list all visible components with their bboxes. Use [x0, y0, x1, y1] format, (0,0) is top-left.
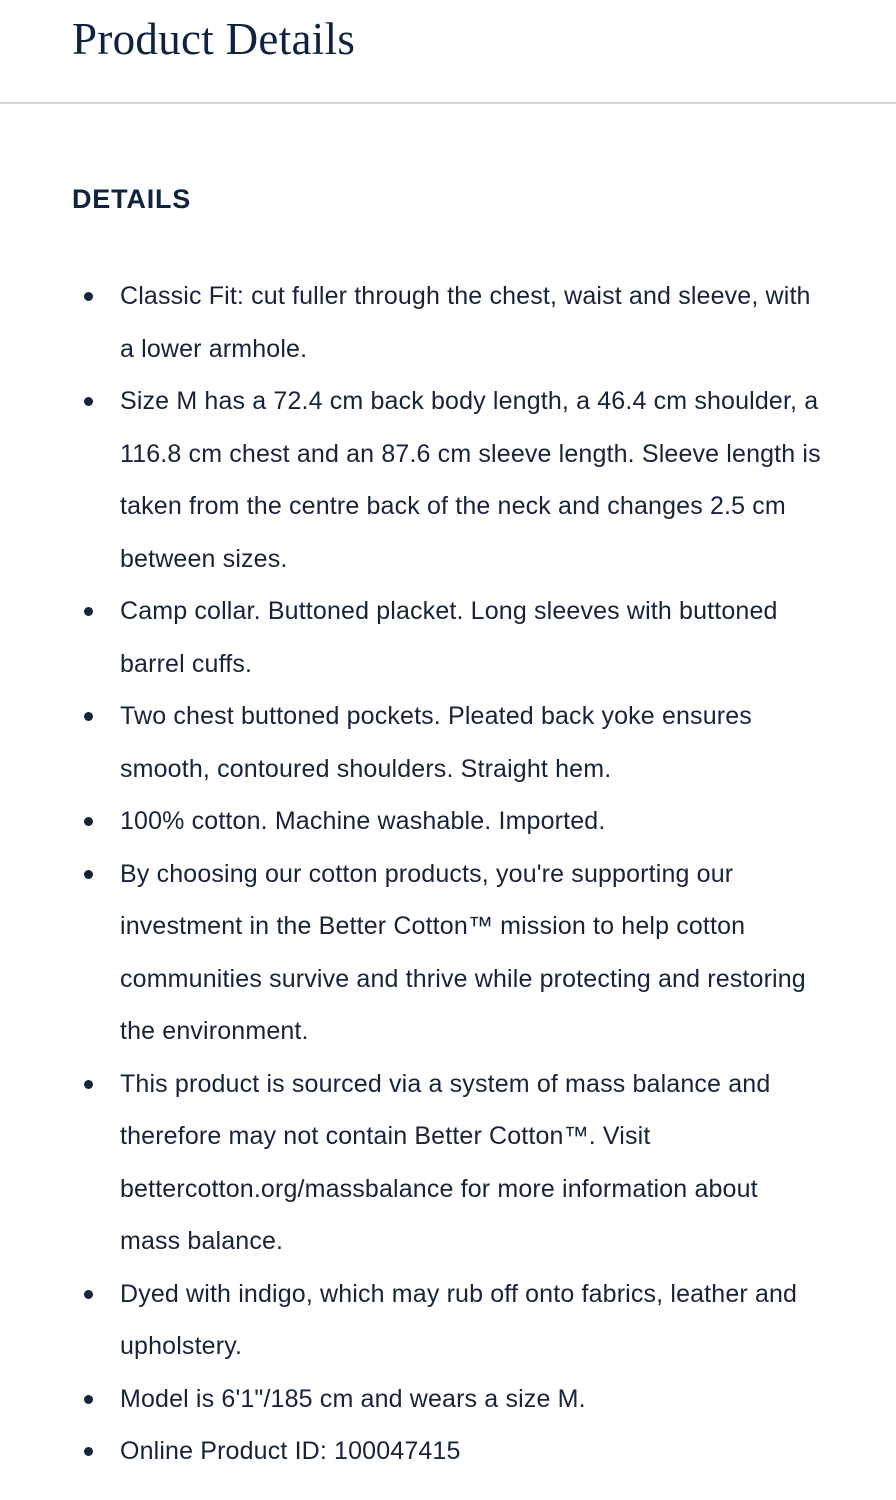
list-item-text: Size M has a 72.4 cm back body length, a 46.4 cm shoulder, a 116.8 cm chest and an 87.6 cm sleeve length. Sleeve length is taken from the centre back of the neck and changes 2.5 cm between sizes. [120, 387, 821, 573]
bullet-icon [84, 397, 93, 406]
list-item [0, 1058, 896, 1268]
list-item-text: By choosing our cotton products, you're supporting our investment in the Better Cotton™ mission to help cotton communities survive and thrive while protecting and restoring the environment. [120, 859, 806, 1045]
list-item [0, 585, 896, 690]
list-item-text: Model is 6'1"/185 cm and wears a size M. [120, 1384, 586, 1413]
details-heading: DETAILS [72, 184, 192, 214]
list-item [0, 690, 896, 795]
list-item-text: Two chest buttoned pockets. Pleated back yoke ensures smooth, contoured shoulders. Straight hem. [120, 702, 752, 783]
list-item-text: Camp collar. Buttoned placket. Long sleeves with buttoned barrel cuffs. [120, 597, 778, 678]
bullet-icon [84, 817, 93, 826]
list-item-text: Online Product ID: 100047415 [120, 1437, 461, 1465]
list-item [0, 1373, 896, 1426]
list-item [0, 375, 896, 585]
list-item-text: Classic Fit: cut fuller through the chest, waist and sleeve, with a lower armhole. [120, 282, 811, 363]
bullet-icon [84, 870, 93, 879]
list-item [0, 1268, 896, 1373]
list-item [0, 795, 896, 848]
page-header [0, 0, 896, 104]
list-item [0, 270, 896, 375]
list-item-text: This product is sourced via a system of mass balance and therefore may not contain Better Cotton™. Visit bettercotton.org/massbalance for more information about mass balance. [120, 1069, 771, 1255]
list-item [0, 848, 896, 1058]
bullet-icon [84, 1447, 93, 1456]
list-item [0, 1425, 896, 1478]
bullet-icon [84, 1080, 93, 1089]
bullet-icon [84, 292, 93, 301]
list-item-text: 100% cotton. Machine washable. Imported. [120, 807, 606, 835]
list-item-text: Dyed with indigo, which may rub off onto fabrics, leather and upholstery. [120, 1279, 798, 1360]
bullet-icon [84, 1290, 93, 1299]
page-title: Product Details [72, 14, 356, 64]
bullet-icon [84, 712, 93, 721]
details-list [0, 270, 896, 1478]
bullet-icon [84, 607, 93, 616]
bullet-icon [84, 1395, 93, 1404]
